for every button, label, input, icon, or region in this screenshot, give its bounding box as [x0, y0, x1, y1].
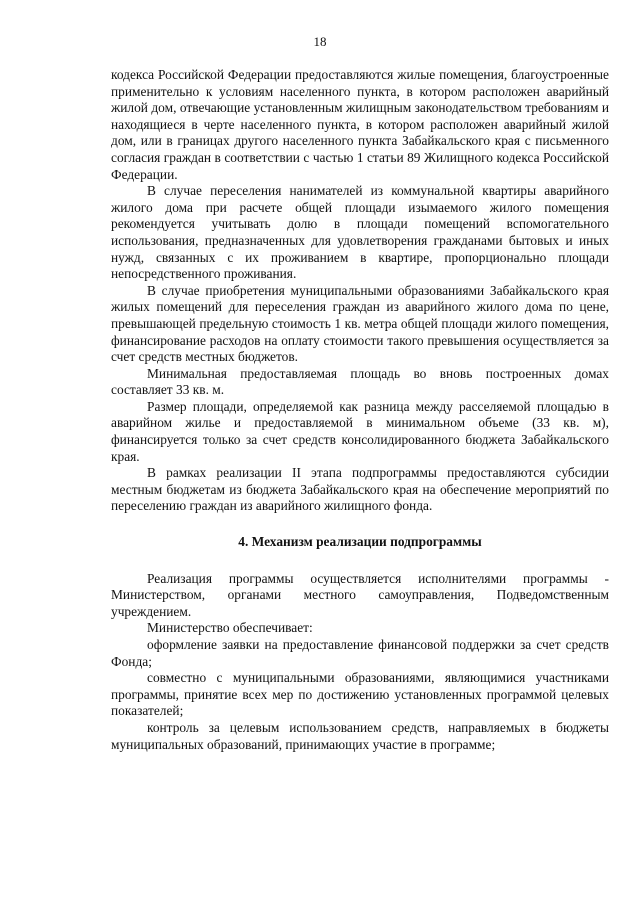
paragraph-8: Министерство обеспечивает:	[147, 620, 313, 636]
paragraph-4: Минимальная предоставляемая площадь во вновь построенных домах составляет 33 кв. м.	[111, 365, 609, 398]
paragraph-11: контроль за целевым использованием средств, направляемых в бюджеты муниципальных образований, принимающих участие в программе;	[111, 719, 609, 752]
paragraph-2: В случае переселения нанимателей из коммунальной квартиры аварийного жилого дома при расчете общей площади изымаемого жилого помещения рекомендуется учитывать долю в площади помещений вспомогательного использования, предназначенных для удовлетворения гражданами бытовых и иных нужд, связанных с их проживанием в квартире, пропорционально площади непосредственного проживания.	[111, 183, 609, 282]
paragraph-1: кодекса Российской Федерации предоставляются жилые помещения, благоустроенные применительно к условиям населенного пункта, в котором расположен аварийный жилой дом, отвечающие установленным жилищным законодательством требованиям и находящиеся в черте населенного пункта, в котором расположен аварийный жилой дом, или в границах другого населенного пункта Забайкальского края с письменного согласия граждан в соответствии с частью 1 статьи 89 Жилищного кодекса Российской Федерации.	[111, 67, 609, 182]
section-heading: 4. Механизм реализации подпрограммы	[238, 534, 482, 550]
page-number: 18	[313, 34, 327, 49]
paragraph-9: оформление заявки на предоставление финансовой поддержки за счет средств Фонда;	[111, 637, 609, 669]
document-body	[111, 67, 609, 753]
paragraph-5: Размер площади, определяемой как разница между расселяемой площадью в аварийном жилье и предоставляемой в минимальном объеме (33 кв. м), финансируется только за счет средств консолидированного бюджета Забайкальского края.	[111, 398, 609, 464]
paragraph-6: В рамках реализации II этапа подпрограммы предоставляются субсидии местным бюджетам из бюджета Забайкальского края на обеспечение мероприятий по переселению граждан из аварийного жилищного фонда.	[111, 465, 609, 514]
paragraph-3: В случае приобретения муниципальными образованиями Забайкальского края жилых помещений для переселения граждан из аварийного жилого дома по цене, превышающей предельную стоимость 1 кв. метра общей площади жилого помещения, финансирование расходов на оплату стоимости такого превышения осуществляется за счет средств местных бюджетов.	[111, 282, 609, 365]
paragraph-10: совместно с муниципальными образованиями, являющимися участниками программы, принятие всех мер по достижению установленных программой целевых показателей;	[111, 670, 609, 719]
paragraph-7: Реализация программы осуществляется исполнителями программы - Министерством, органами местного самоуправления, Подведомственным учреждением.	[111, 570, 609, 619]
